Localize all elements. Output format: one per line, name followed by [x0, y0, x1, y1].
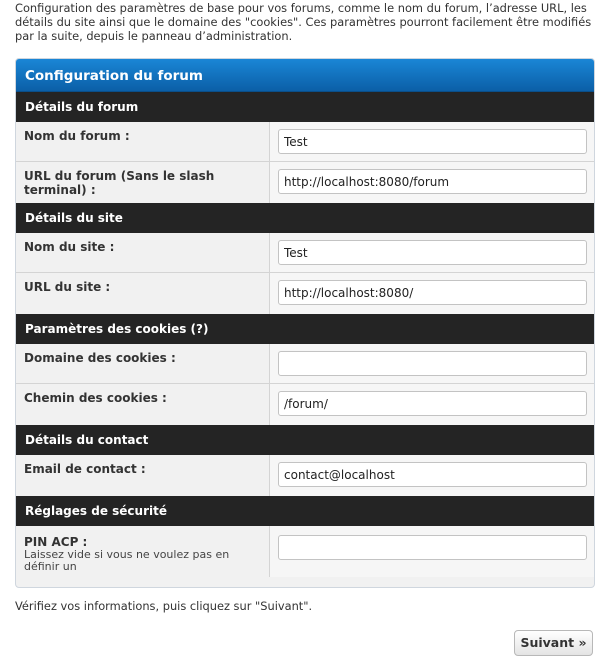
row-acp-pin: [16, 526, 594, 577]
acp-pin-input[interactable]: [278, 535, 587, 560]
acp-pin-label-wrap: [16, 526, 270, 577]
site-url-label: URL du site :: [16, 273, 270, 314]
row-cookie-domain: [16, 344, 594, 384]
section-security-settings: Réglages de sécurité: [16, 496, 594, 526]
contact-email-label: Email de contact :: [16, 455, 270, 496]
forum-config-panel: [15, 58, 595, 588]
row-site-name: [16, 233, 594, 273]
row-forum-url: [16, 162, 594, 203]
intro-text: Configuration des paramètres de base pour vos forums, comme le nom du forum, l’adresse URL, les détails du site ainsi que le domaine des "cookies". Ces paramètres pourront facilement être modifiés par la suite, depuis le panneau d’administration.: [15, 1, 592, 43]
cookie-domain-label: Domaine des cookies :: [16, 344, 270, 383]
acp-pin-label: PIN ACP :: [24, 535, 88, 549]
footer-text: Vérifiez vos informations, puis cliquez sur "Suivant".: [15, 599, 313, 613]
row-cookie-path: [16, 384, 594, 425]
section-cookie-settings[interactable]: Paramètres des cookies (?): [16, 314, 594, 344]
forum-name-input[interactable]: [278, 129, 587, 154]
next-button[interactable]: Suivant »: [514, 630, 593, 656]
row-forum-name: [16, 122, 594, 162]
row-site-url: [16, 273, 594, 314]
forum-url-label: URL du forum (Sans le slash terminal) :: [16, 162, 270, 203]
site-url-input[interactable]: [278, 280, 587, 305]
section-forum-details: Détails du forum: [16, 92, 594, 122]
row-contact-email: [16, 455, 594, 496]
cookie-domain-input[interactable]: [278, 351, 587, 376]
acp-pin-hint: Laissez vide si vous ne voulez pas en définir un: [24, 548, 230, 573]
panel-title: Configuration du forum: [16, 59, 594, 92]
site-name-input[interactable]: [278, 240, 587, 265]
section-site-details: Détails du site: [16, 203, 594, 233]
cookie-path-label: Chemin des cookies :: [16, 384, 270, 425]
forum-url-input[interactable]: [278, 169, 587, 194]
site-name-label: Nom du site :: [16, 233, 270, 272]
section-contact-details: Détails du contact: [16, 425, 594, 455]
cookie-path-input[interactable]: [278, 391, 587, 416]
contact-email-input[interactable]: [278, 462, 587, 487]
forum-name-label: Nom du forum :: [16, 122, 270, 161]
